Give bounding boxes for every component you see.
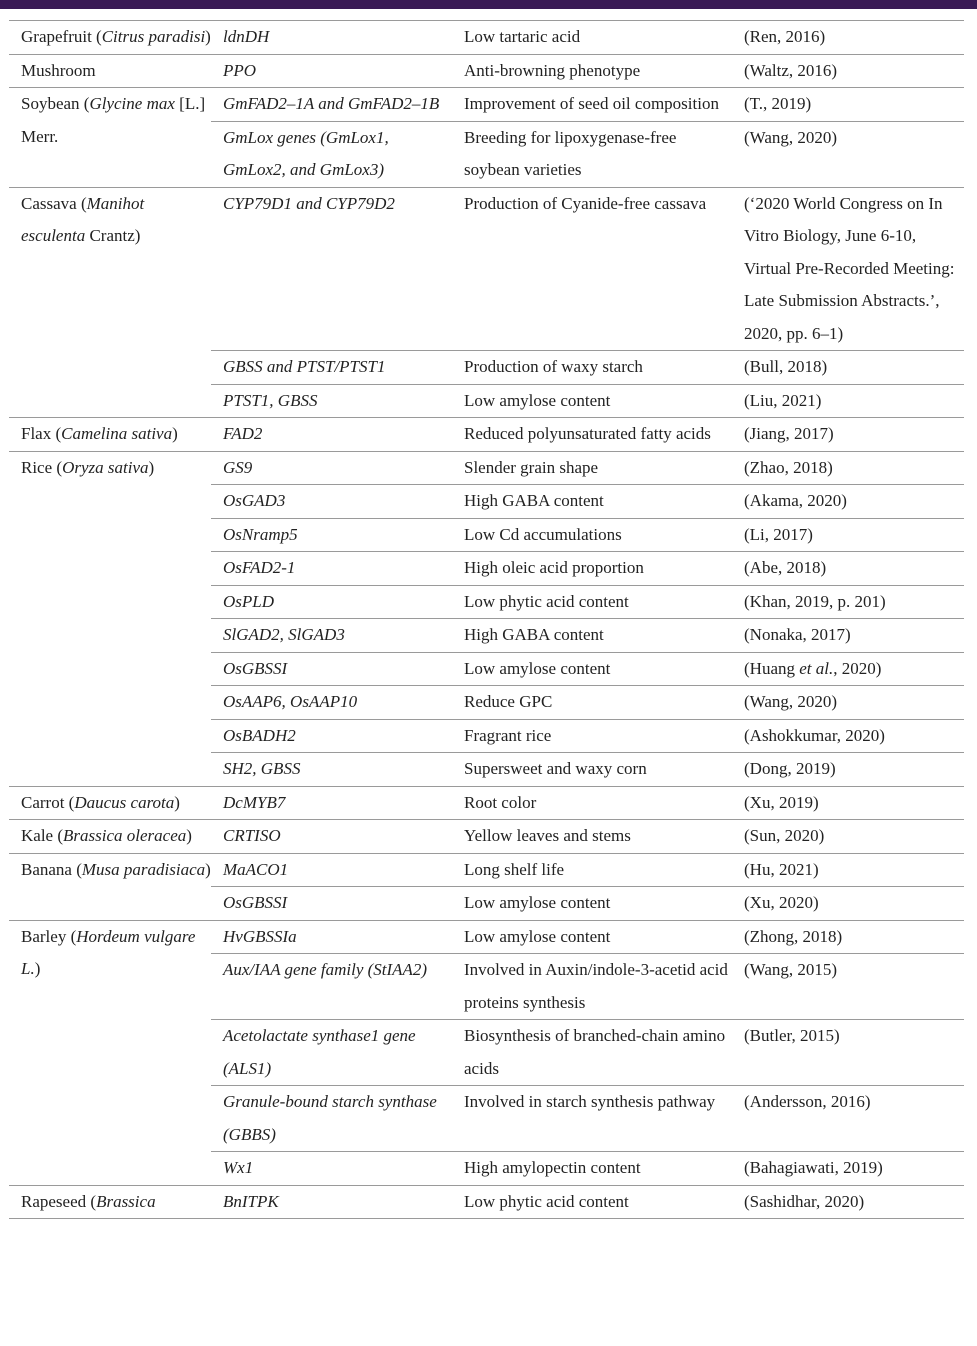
trait-cell: Long shelf life bbox=[452, 853, 732, 887]
gene-cell: DcMYB7 bbox=[211, 786, 452, 820]
rows.8.ref-part: (Zhao, 2018) bbox=[744, 457, 833, 477]
trait-cell: Anti-browning phenotype bbox=[452, 54, 732, 88]
gene-cell: SH2, GBSS bbox=[211, 753, 452, 787]
reference-cell bbox=[732, 920, 964, 954]
rows.22.crop-part: Hordeum vulgare L. bbox=[21, 926, 196, 978]
crop-cell bbox=[9, 1185, 211, 1219]
rows.11.ref-part: (Abe, 2018) bbox=[744, 558, 827, 577]
reference-cell bbox=[732, 21, 964, 55]
trait-cell: Breeding for lipoxygenase-free soybean varieties bbox=[452, 121, 732, 187]
rows.17.ref-part: (Dong, 2019) bbox=[744, 759, 836, 778]
reference-cell bbox=[732, 351, 964, 385]
table-row bbox=[9, 418, 964, 452]
crop-cell bbox=[9, 187, 211, 418]
trait-cell: Supersweet and waxy corn bbox=[452, 753, 732, 787]
reference-cell bbox=[732, 187, 964, 351]
trait-cell: Improvement of seed oil composition bbox=[452, 88, 732, 122]
rows.19.crop-part: ) bbox=[186, 826, 192, 845]
crop-cell bbox=[9, 820, 211, 854]
trait-cell: Reduce GPC bbox=[452, 686, 732, 720]
rows.21.ref-part: (Xu, 2020) bbox=[744, 893, 819, 912]
gene-editing-table bbox=[9, 20, 964, 1219]
gene-cell: BnITPK bbox=[211, 1185, 452, 1219]
gene-cell: GmLox genes (GmLox1, GmLox2, and GmLox3) bbox=[211, 121, 452, 187]
crop-cell bbox=[9, 418, 211, 452]
gene-cell: OsBADH2 bbox=[211, 719, 452, 753]
gene-cell: Wx1 bbox=[211, 1152, 452, 1186]
rows.15.ref-part: (Wang, 2020) bbox=[744, 692, 838, 711]
reference-cell bbox=[732, 686, 964, 720]
trait-cell: Reduced polyunsaturated fatty acids bbox=[452, 418, 732, 452]
gene-cell: PPO bbox=[211, 54, 452, 88]
gene-cell: FAD2 bbox=[211, 418, 452, 452]
rows.22.crop-part: Barley ( bbox=[21, 926, 77, 946]
rows.10.ref-part: (Li, 2017) bbox=[744, 524, 813, 544]
rows.12.ref-part: (Khan, 2019, p. 201) bbox=[744, 591, 886, 611]
gene-cell: HvGBSSIa bbox=[211, 920, 452, 954]
rows.7.crop-part: Camelina sativa bbox=[61, 424, 173, 443]
crop-cell bbox=[9, 786, 211, 820]
rows.18.ref-part: (Xu, 2019) bbox=[744, 792, 819, 812]
trait-cell: Slender grain shape bbox=[452, 451, 732, 485]
rows.22.ref-part: (Zhong, 2018) bbox=[744, 926, 843, 946]
gene-cell: Aux/IAA gene family (StIAA2) bbox=[211, 954, 452, 1020]
rows.5.ref-part: (Bull, 2018) bbox=[744, 357, 828, 376]
rows.8.crop-part: ) bbox=[148, 457, 155, 477]
reference-cell bbox=[732, 552, 964, 586]
gene-cell: CRTISO bbox=[211, 820, 452, 854]
rows.19.ref-part: (Sun, 2020) bbox=[744, 826, 825, 845]
rows.2.ref-part: (T., 2019) bbox=[744, 94, 812, 113]
rows.27.ref-part: (Sashidhar, 2020) bbox=[744, 1191, 865, 1211]
top-accent-bar bbox=[0, 0, 977, 9]
rows.7.crop-part: ) bbox=[172, 424, 178, 443]
gene-cell: Acetolactate synthase1 gene (ALS1) bbox=[211, 1020, 452, 1086]
rows.18.crop-part: Carrot ( bbox=[21, 792, 75, 812]
reference-cell bbox=[732, 954, 964, 1020]
rows.4.ref-part: (‘2020 World Congress on In Vitro Biology, June 6-10, Virtual Pre-Recorded Meeting: Late Submission Abstracts.’, 2020, pp. 6–1) bbox=[744, 193, 955, 343]
crop-cell bbox=[9, 88, 211, 188]
table-row bbox=[9, 820, 964, 854]
rows.20.crop-part: ) bbox=[205, 859, 211, 879]
reference-cell bbox=[732, 1020, 964, 1086]
rows.14.ref-part: (Huang bbox=[744, 658, 800, 678]
rows.1.ref-part: (Waltz, 2016) bbox=[744, 60, 838, 80]
rows.22.crop-part: ) bbox=[34, 959, 41, 978]
trait-cell: Involved in starch synthesis pathway bbox=[452, 1086, 732, 1152]
rows.16.ref-part: (Ashokkumar, 2020) bbox=[744, 725, 885, 745]
rows.7.crop-part: Flax ( bbox=[21, 424, 62, 443]
rows.18.crop-part: Daucus carota bbox=[74, 792, 175, 812]
gene-cell: GS9 bbox=[211, 451, 452, 485]
rows.1.crop-part: Mushroom bbox=[21, 60, 96, 80]
trait-cell: Low tartaric acid bbox=[452, 21, 732, 55]
trait-cell: High GABA content bbox=[452, 485, 732, 519]
rows.20.crop-part: Musa paradisiaca bbox=[81, 859, 206, 879]
trait-cell: Root color bbox=[452, 786, 732, 820]
reference-cell bbox=[732, 88, 964, 122]
rows.27.crop-part: Brassica bbox=[96, 1191, 156, 1211]
table-row bbox=[9, 786, 964, 820]
rows.18.crop-part: ) bbox=[174, 792, 180, 812]
rows.27.crop-part: Rapeseed ( bbox=[21, 1191, 97, 1211]
trait-cell: Low amylose content bbox=[452, 384, 732, 418]
gene-cell: OsNramp5 bbox=[211, 518, 452, 552]
rows.4.crop-part: Cassava ( bbox=[21, 193, 87, 213]
gene-cell: GBSS and PTST/PTST1 bbox=[211, 351, 452, 385]
trait-cell: Production of waxy starch bbox=[452, 351, 732, 385]
rows.2.crop-part: Soybean ( bbox=[21, 94, 90, 113]
rows.14.ref-part: , 2020) bbox=[833, 658, 882, 678]
rows.3.ref-part: (Wang, 2020) bbox=[744, 127, 838, 147]
reference-cell bbox=[732, 1086, 964, 1152]
rows.23.ref-part: (Wang, 2015) bbox=[744, 960, 838, 979]
gene-cell: OsGBSSI bbox=[211, 652, 452, 686]
trait-cell: Production of Cyanide-free cassava bbox=[452, 187, 732, 351]
trait-cell: Yellow leaves and stems bbox=[452, 820, 732, 854]
rows.9.ref-part: (Akama, 2020) bbox=[744, 491, 847, 510]
rows.8.crop-part: Oryza sativa bbox=[62, 457, 149, 477]
table-row bbox=[9, 853, 964, 887]
table-row bbox=[9, 88, 964, 122]
reference-cell bbox=[732, 121, 964, 187]
trait-cell: Fragrant rice bbox=[452, 719, 732, 753]
crop-cell bbox=[9, 920, 211, 1185]
crop-cell bbox=[9, 21, 211, 55]
rows.20.ref-part: (Hu, 2021) bbox=[744, 859, 819, 879]
rows.7.ref-part: (Jiang, 2017) bbox=[744, 424, 834, 443]
crop-cell bbox=[9, 853, 211, 920]
rows.4.crop-part: Manihot esculenta bbox=[21, 193, 145, 245]
gene-cell: OsFAD2-1 bbox=[211, 552, 452, 586]
rows.0.crop-part: Citrus paradisi bbox=[101, 27, 206, 46]
trait-cell: Low phytic acid content bbox=[452, 585, 732, 619]
gene-cell: Granule-bound starch synthase (GBBS) bbox=[211, 1086, 452, 1152]
reference-cell bbox=[732, 652, 964, 686]
gene-cell: OsGBSSI bbox=[211, 887, 452, 921]
reference-cell bbox=[732, 1185, 964, 1219]
trait-cell: Low amylose content bbox=[452, 652, 732, 686]
rows.14.ref-part: et al. bbox=[799, 658, 834, 678]
rows.2.crop-part: Glycine max bbox=[89, 94, 175, 113]
reference-cell bbox=[732, 54, 964, 88]
table-row bbox=[9, 1185, 964, 1219]
gene-cell: MaACO1 bbox=[211, 853, 452, 887]
table-row bbox=[9, 187, 964, 351]
rows.13.ref-part: (Nonaka, 2017) bbox=[744, 625, 851, 644]
table-row bbox=[9, 451, 964, 485]
reference-cell bbox=[732, 619, 964, 653]
table-row bbox=[9, 21, 964, 55]
reference-cell bbox=[732, 820, 964, 854]
reference-cell bbox=[732, 786, 964, 820]
trait-cell: Low amylose content bbox=[452, 887, 732, 921]
reference-cell bbox=[732, 451, 964, 485]
reference-cell bbox=[732, 518, 964, 552]
gene-cell: CYP79D1 and CYP79D2 bbox=[211, 187, 452, 351]
rows.19.crop-part: Brassica oleracea bbox=[63, 826, 187, 845]
table-row bbox=[9, 54, 964, 88]
gene-cell: OsGAD3 bbox=[211, 485, 452, 519]
crop-cell bbox=[9, 451, 211, 786]
gene-cell: PTST1, GBSS bbox=[211, 384, 452, 418]
rows.0.crop-part: ) bbox=[205, 27, 211, 46]
rows.4.crop-part: Crantz) bbox=[85, 226, 141, 245]
rows.24.ref-part: (Butler, 2015) bbox=[744, 1026, 840, 1045]
table-row bbox=[9, 920, 964, 954]
trait-cell: Low phytic acid content bbox=[452, 1185, 732, 1219]
trait-cell: High oleic acid proportion bbox=[452, 552, 732, 586]
rows.25.ref-part: (Andersson, 2016) bbox=[744, 1092, 871, 1111]
trait-cell: Low amylose content bbox=[452, 920, 732, 954]
gene-cell: SlGAD2, SlGAD3 bbox=[211, 619, 452, 653]
trait-cell: Biosynthesis of branched-chain amino acids bbox=[452, 1020, 732, 1086]
reference-cell bbox=[732, 418, 964, 452]
gene-cell: OsPLD bbox=[211, 585, 452, 619]
reference-cell bbox=[732, 753, 964, 787]
reference-cell bbox=[732, 853, 964, 887]
rows.19.crop-part: Kale ( bbox=[21, 826, 64, 845]
rows.8.crop-part: Rice ( bbox=[21, 457, 63, 477]
reference-cell bbox=[732, 384, 964, 418]
trait-cell: High amylopectin content bbox=[452, 1152, 732, 1186]
rows.20.crop-part: Banana ( bbox=[21, 859, 82, 879]
gene-cell: ldnDH bbox=[211, 21, 452, 55]
reference-cell bbox=[732, 887, 964, 921]
reference-cell bbox=[732, 585, 964, 619]
rows.2.crop-part: [L.] Merr. bbox=[21, 94, 206, 146]
crop-cell bbox=[9, 54, 211, 88]
rows.26.ref-part: (Bahagiawati, 2019) bbox=[744, 1158, 883, 1177]
reference-cell bbox=[732, 485, 964, 519]
trait-cell: Involved in Auxin/indole-3-acetid acid proteins synthesis bbox=[452, 954, 732, 1020]
gene-cell: GmFAD2–1A and GmFAD2–1B bbox=[211, 88, 452, 122]
table-body bbox=[9, 21, 964, 1219]
rows.6.ref-part: (Liu, 2021) bbox=[744, 390, 822, 410]
trait-cell: High GABA content bbox=[452, 619, 732, 653]
rows.0.crop-part: Grapefruit ( bbox=[21, 27, 102, 46]
reference-cell bbox=[732, 719, 964, 753]
trait-cell: Low Cd accumulations bbox=[452, 518, 732, 552]
rows.0.ref-part: (Ren, 2016) bbox=[744, 27, 826, 46]
reference-cell bbox=[732, 1152, 964, 1186]
gene-cell: OsAAP6, OsAAP10 bbox=[211, 686, 452, 720]
